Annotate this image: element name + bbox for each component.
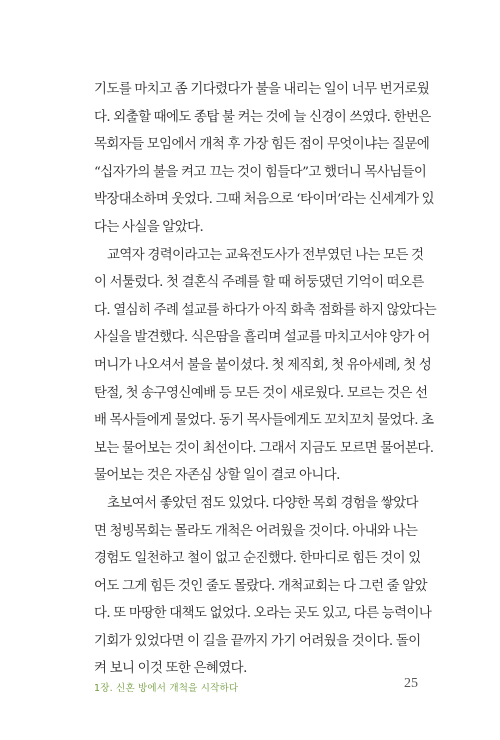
paragraph-start-line: 교역자 경력이라고는 교육전도사가 전부였던 나는 모든 것 [107,247,424,263]
text-line: 다. 또 마땅한 대책도 없었다. 오라는 곳도 있고, 다른 능력이나 [94,606,432,622]
text-line: 보는 물어보는 것이 최선이다. 그래서 지금도 모르면 물어본다. [94,440,434,456]
text-line: 물어보는 것은 자존심 상할 일이 결코 아니다. [94,468,340,484]
text-line: 배 목사들에게 물었다. 동기 목사들에게도 꼬치꼬치 물었다. 초 [94,413,434,429]
text-line: 다. 외출할 때에도 종탑 불 켜는 것에 늘 신경이 쓰였다. 한번은 [94,109,431,125]
text-line: 다는 사실을 알았다. [94,219,204,235]
text-line: 박장대소하며 웃었다. 그때 처음으로 ‘타이머’라는 신세계가 있 [94,192,434,208]
text-line: 목회자들 모임에서 개척 후 가장 힘든 점이 무엇이냐는 질문에 [94,137,430,153]
chapter-running-footer: 1장. 신혼 방에서 개척을 시작하다 [94,683,239,694]
text-line: 다. 열심히 주례 설교를 하다가 아직 화촉 점화를 하지 않았다는 [94,302,437,318]
text-line: 기회가 있었다면 이 길을 끝까지 가기 어려웠을 것이다. 돌이 [94,633,421,649]
page-number: 25 [404,676,418,691]
text-line: 켜 보니 이것 또한 은혜였다. [94,661,247,677]
text-line: 어도 그게 힘든 것인 줄도 몰랐다. 개척교회는 다 그런 줄 알았 [94,578,428,594]
body-text [94,76,437,683]
text-line: 경험도 일천하고 철이 없고 순진했다. 한마디로 힘든 것이 있 [94,551,421,567]
text-line: 면 청빙목회는 몰라도 개척은 어려웠을 것이다. 아내와 나는 [94,523,418,539]
paragraph-start-line: 초보여서 좋았던 점도 있었다. 다양한 목회 경험을 쌓았다 [107,495,419,511]
text-line: 사실을 발견했다. 식은땀을 흘리며 설교를 마치고서야 양가 어 [94,330,430,346]
text-line: 기도를 마치고 좀 기다렸다가 불을 내리는 일이 너무 번거로웠 [94,82,430,97]
text-line: 머니가 나오셔서 불을 붙이셨다. 첫 제직회, 첫 유아세례, 첫 성 [94,357,432,373]
text-line: 탄절, 첫 송구영신예배 등 모든 것이 새로웠다. 모르는 것은 선 [94,385,428,401]
text-line: “십자가의 불을 켜고 끄는 것이 힘들다”고 했더니 목사님들이 [94,164,427,180]
text-line: 이 서툴렀다. 첫 결혼식 주례를 할 때 허둥댔던 기억이 떠오른 [94,275,424,291]
